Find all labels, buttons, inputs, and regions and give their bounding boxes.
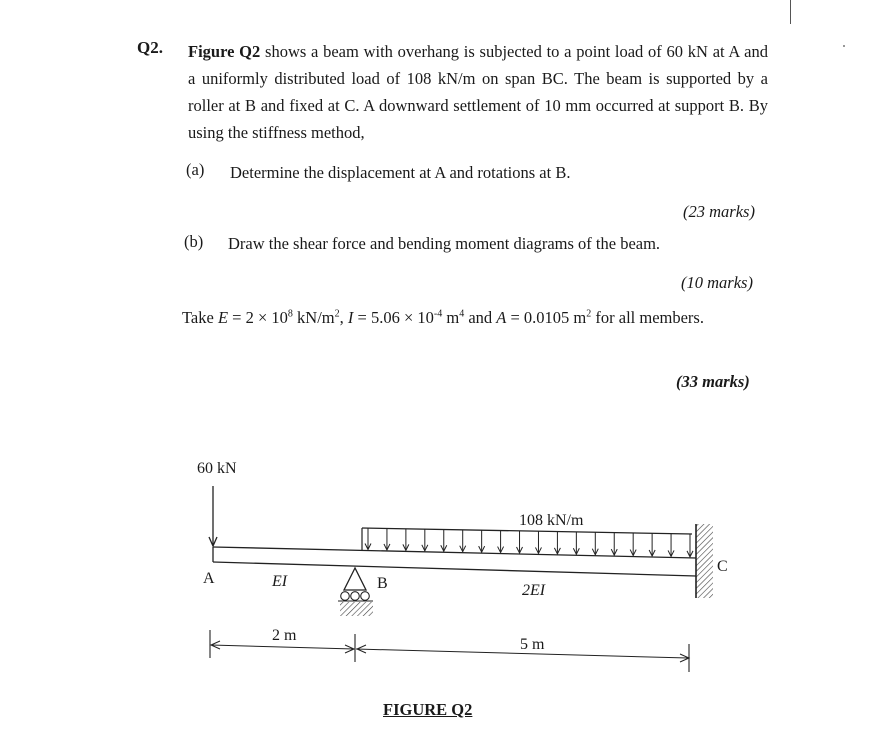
distributed-load xyxy=(362,528,692,550)
label-c: C xyxy=(717,558,728,575)
part-b-text: Draw the shear force and bending moment diagrams of the beam. xyxy=(228,234,661,253)
udl-label: 108 kN/m xyxy=(519,512,584,529)
dim-ab-label: 2 m xyxy=(272,627,297,644)
part-a-text: Determine the displacement at A and rotations at B. xyxy=(230,163,571,182)
intro-text: shows a beam with overhang is subjected to a point load of 60 kN at A and a uniformly distributed load of 108 kN/m on span BC. The beam is supported by a roller at B and fixed at C. A downward settlement of 10 mm occurred at support B. By using the stiffness method, xyxy=(188,42,769,142)
total-marks: (33 marks) xyxy=(676,372,750,391)
point-load-label: 60 kN xyxy=(197,460,237,477)
question-number: Q2. xyxy=(137,38,163,57)
label-a: A xyxy=(203,570,215,587)
figure-reference: Figure Q2 xyxy=(188,42,261,61)
dim-bc-label: 5 m xyxy=(520,636,545,653)
udl-arrows xyxy=(365,528,693,557)
label-ei: EI xyxy=(272,573,288,590)
material-properties: Take $E = 2 \times 10^8$ $kN/m^2$, $I = 5.06 \times 10^{-4}$ $m^4$ and A = 0.0105 $m^2$ for all members. xyxy=(182,308,704,327)
part-a-marks: (23 marks) xyxy=(683,202,755,221)
part-b-label: (b) xyxy=(184,232,204,251)
beam xyxy=(213,547,696,576)
label-b: B xyxy=(377,575,388,592)
part-b-marks: (10 marks) xyxy=(681,273,753,292)
figure-title: FIGURE Q2 xyxy=(383,700,473,719)
label-2ei: 2EI xyxy=(522,582,546,599)
fixed-support-c xyxy=(696,524,713,598)
roller-support-b xyxy=(338,568,373,616)
point-load-arrow xyxy=(209,486,217,546)
part-a-label: (a) xyxy=(186,160,205,179)
